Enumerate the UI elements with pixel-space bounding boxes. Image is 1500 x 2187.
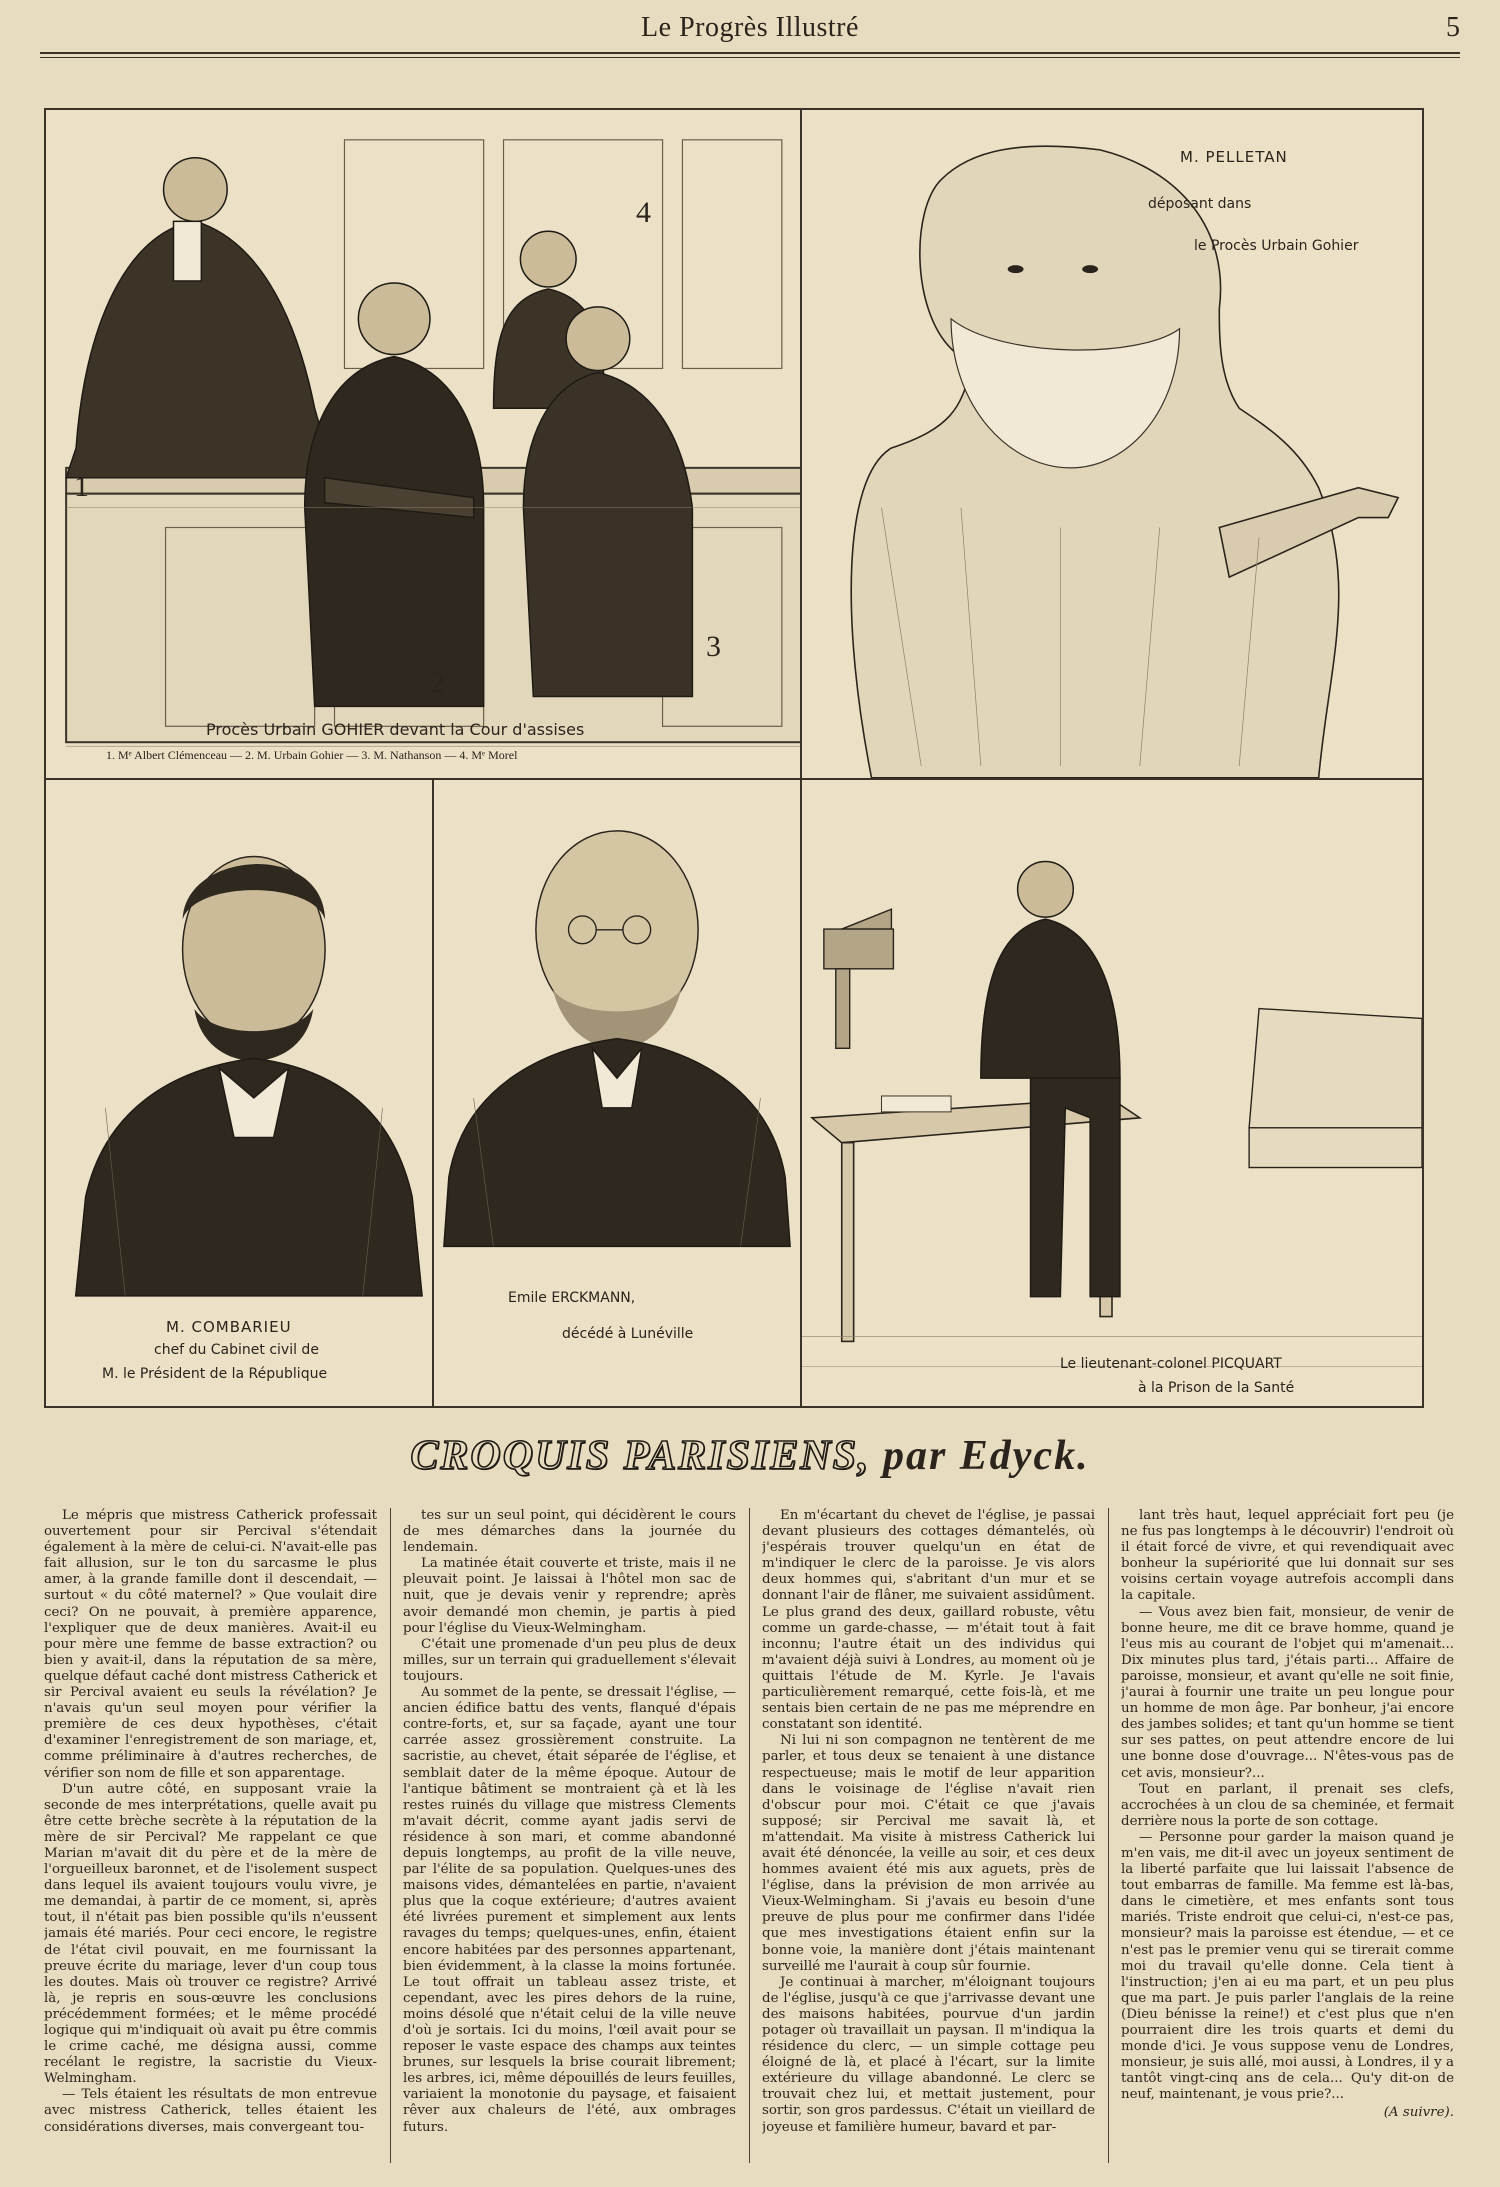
combarieu-line2: chef du Cabinet civil de — [154, 1342, 319, 1358]
paragraph: La matinée était couverte et triste, mais il ne pleuvait point. Je laissai à l'hôtel mon sac de nuit, que je devais venir y reprendre; après avoir demandé mon chemin, je partis à pied pour l'église du Vieux-Welmingham. — [403, 1556, 736, 1636]
picquart-line2: à la Prison de la Santé — [1138, 1380, 1295, 1396]
erckmann-line2: décédé à Lunéville — [562, 1326, 694, 1342]
headline-byline: par Edyck. — [882, 1433, 1090, 1479]
column-divider — [1108, 1508, 1109, 2163]
page-number: 5 — [1446, 12, 1460, 43]
trial-label-4: 4 — [636, 196, 651, 229]
article-columns — [44, 1508, 1456, 2163]
paragraph: En m'écartant du chevet de l'église, je passai devant plusieurs des cottages démantelés, où j'espérais trouver quelqu'un en état de m'indiquer le clerc de la paroisse. Je vis alors deux hommes qui, s'abritant d'un mur et se donnant l'air de flâner, me suivaient assidûment. Le plus grand des deux, gaillard robuste, vêtu comme un garde-chasse, — m'était tout à fait inconnu; l'autre était un des individus qui m'avaient déjà suivi à Londres, au moment où je quittais l'étude de M. Kyrle. Je l'avais particulièrement remarqué, cette fois-là, et me sentais bien certain de ne pas me méprendre en constatant son identité. — [762, 1508, 1095, 1733]
panel-pelletan — [800, 108, 1424, 780]
trial-legend: 1. Mᵉ Albert Clémenceau — 2. M. Urbain Gohier — 3. M. Nathanson — 4. Mᵉ Morel — [106, 748, 518, 762]
paragraph: Tout en parlant, il prenait ses clefs, accrochées à un clou de sa cheminée, et fermait derrière nous la porte de son cottage. — [1121, 1781, 1454, 1829]
panel-erckmann — [432, 778, 802, 1408]
paragraph: lant très haut, lequel appréciait fort peu (je ne fus pas longtemps à le découvrir) l'endroit où il était forcé de vivre, et qui revendiquait avec bonheur la supériorité que lui donnait sur ses voisins certain voyage autrefois accompli dans la capitale. — [1121, 1508, 1454, 1604]
pelletan-line3: le Procès Urbain Gohier — [1194, 238, 1359, 254]
erckmann-name: Emile ERCKMANN, — [508, 1290, 636, 1306]
masthead — [40, 6, 1460, 50]
article-column-1 — [44, 1508, 377, 2163]
paragraph: tes sur un seul point, qui décidèrent le cours de mes démarches dans la journée du lendemain. — [403, 1508, 736, 1556]
trial-label-3: 3 — [706, 630, 721, 663]
paragraph: C'était une promenade d'un peu plus de deux milles, sur un terrain qui graduellement s'élevait toujours. — [403, 1636, 736, 1684]
paragraph: D'un autre côté, en supposant vraie la seconde de mes interprétations, quelle avait pu être cette brèche secrète à la réputation de la mère de sir Percival? Me rappelant ce que Marian m'avait dit du père et de la mère de l'orgueilleux baronnet, et de l'isolement suspect dans lequel ils avaient toujours voulu vivre, je me demandai, à partir de ce moment, si, après tout, il n'était pas bien possible qu'ils n'eussent jamais été mariés. Pour ceci encore, le registre de l'état civil pouvait, en me fournissant la preuve écrite du mariage, lever d'un coup tous les doutes. Mais où trouver ce registre? Arrivé là, je repris en sous-œuvre les conclusions précédemment formées; et le même procédé logique qui m'indiquait où avait pu être commis le crime caché, me désigna aussi, comme recélant le registre, la sacristie du Vieux-Welmingham. — [44, 1781, 377, 2087]
panel-picquart — [800, 778, 1424, 1408]
newspaper-title: Le Progrès Illustré — [641, 12, 859, 43]
trial-label-1: 1 — [74, 470, 89, 503]
paragraph: Je continuai à marcher, m'éloignant toujours de l'église, jusqu'à ce que j'arrivasse devant une des maisons habitées, pourvue d'un jardin potager où travaillait un paysan. Il m'indiqua la résidence du clerc, — un simple cottage peu éloigné de là, et placé à l'écart, sur la limite extérieure du village abandonné. Le clerc se trouvait chez lui, et mettait justement, pour sortir, son gros pardessus. C'était un vieillard de joyeuse et familière humeur, bavard et par- — [762, 1974, 1095, 2135]
pelletan-line2: déposant dans — [1148, 196, 1252, 212]
article-headline — [0, 1432, 1500, 1480]
picquart-engraving — [802, 780, 1422, 1406]
trial-engraving — [46, 110, 800, 778]
paragraph: Au sommet de la pente, se dressait l'église, — ancien édifice battu des vents, flanqué d'épais contre-forts, et, sur sa façade, ayant une tour carrée assez grossièrement construite. La sacristie, au chevet, était séparée de l'église, et semblait dater de la même époque. Autour de l'antique bâtiment se montraient çà et là les restes ruinés du village que mistress Clements m'avait décrit, comme ayant jadis servi de résidence à son mari, et comme abandonné depuis longtemps, au profit de la ville neuve, par l'élite de sa population. Quelques-unes des maisons vides, démantelées en partie, n'avaient plus que la coque extérieure; d'autres avaient été livrées purement et simplement aux lents ravages du temps; quelques-unes, enfin, étaient encore habitées par des personnes appartenant, bien évidemment, à la classe la moins fortunée. Le tout offrait un tableau assez triste, et cependant, avec les pires dehors de la ruine, moins désolé que n'était celui de la ville neuve d'où je sortais. Ici du moins, l'œil avait pour se reposer le vaste espace des champs aux teintes brunes, sur lesquels la brise courait librement; les arbres, ici, même dépouillés de leurs feuilles, variaient la monotonie du paysage, et faisaient rêver aux chaleurs de l'été, aux ombrages futurs. — [403, 1685, 736, 2135]
article-column-3 — [762, 1508, 1095, 2163]
trial-caption: Procès Urbain GOHIER devant la Cour d'assises — [206, 720, 585, 739]
article-column-2 — [403, 1508, 736, 2163]
combarieu-name: M. COMBARIEU — [166, 1318, 292, 1336]
column-divider — [749, 1508, 750, 2163]
paragraph: Ni lui ni son compagnon ne tentèrent de me parler, et tous deux se tenaient à une distance respectueuse; mais le motif de leur apparition dans le voisinage de l'église n'avait rien d'obscur pour moi. C'était ce que j'avais supposé; sir Percival me savait là, et m'attendait. Ma visite à mistress Catherick lui avait été dénoncée, la veille au soir, et ces deux hommes avaient été mis aux aguets, près de l'église, dans la prévision de mon arrivée au Vieux-Welmingham. Si j'avais eu besoin d'une preuve de plus pour me confirmer dans l'idée que mes investigations étaient enfin sur la bonne voie, la manière dont j'étais maintenant surveillé me l'aurait à coup sûr fournie. — [762, 1733, 1095, 1974]
combarieu-line3: M. le Président de la République — [102, 1366, 328, 1382]
erckmann-portrait — [434, 780, 800, 1406]
combarieu-portrait — [46, 780, 432, 1406]
paragraph: — Tels étaient les résultats de mon entrevue avec mistress Catherick, telles étaient les considérations diverses, mais convergeant tou- — [44, 2087, 377, 2135]
header-rule-thin — [40, 57, 1460, 58]
headline-title: CROQUIS PARISIENS, — [410, 1433, 871, 1479]
panel-trial — [44, 108, 802, 780]
panel-combarieu — [44, 778, 434, 1408]
pelletan-engraving — [802, 110, 1422, 778]
trial-label-2: 2 — [430, 666, 445, 699]
pelletan-name: M. PELLETAN — [1180, 148, 1288, 166]
paragraph: Le mépris que mistress Catherick professait ouvertement pour sir Percival s'étendait également à la mère de celui-ci. N'avait-elle pas fait allusion, sur le ton du sarcasme le plus amer, à la grande famille dont il descendait, — surtout « du côté maternel? » Que voulait dire ceci? On ne pouvait, à première apparence, l'expliquer que de deux manières. Avait-il eu pour mère une femme de basse extraction? ou bien y avait-il, dans la réputation de sa mère, quelque défaut caché dont mistress Catherick et sir Percival avaient eu seuls la révélation? Je n'avais qu'un seul moyen pour vérifier la première de ces deux hypothèses, c'était d'examiner l'enregistrement de son mariage, et, comme préliminaire à d'autres recherches, de vérifier son nom de fille et son apparentage. — [44, 1508, 377, 1781]
to-be-continued: (A suivre). — [1383, 2105, 1454, 2121]
paragraph: — Personne pour garder la maison quand je m'en vais, me dit-il avec un joyeux sentiment de la liberté parfaite que lui laissait l'absence de tout embarras de famille. Ma femme est là-bas, dans le cimetière, et mes enfants sont tous mariés. Triste endroit que celui-ci, n'est-ce pas, monsieur? mais la paroisse est étendue, — et ce n'est pas le premier venu qui se tirerait comme moi du travail qu'elle donne. Cela tient à l'instruction; j'en ai eu ma part, et un peu plus que ma part. Je puis parler l'anglais de la reine (Dieu bénisse la reine!) et c'est plus que n'en pourraient dire les trois quarts et demi du monde d'ici. Je vous suppose venu de Londres, monsieur, je suis allé, moi aussi, à Londres, il y a tantôt vingt-cinq ans de cela... Qu'y dit-on de neuf, maintenant, je vous prie?... — [1121, 1829, 1454, 2103]
column-divider — [390, 1508, 391, 2163]
paragraph: — Vous avez bien fait, monsieur, de venir de bonne heure, me dit ce brave homme, quand je l'eus mis au courant de l'objet qui m'amenait... Dix minutes plus tard, j'étais parti... Affaire de paroisse, monsieur, et avant qu'elle ne soit finie, j'aurai à fournir une traite un peu longue pour un homme de mon âge. Par bonheur, j'ai encore des jambes solides; et tant qu'un homme se tient sur ses pattes, on peut attendre encore de lui une bonne dose d'ouvrage... N'êtes-vous pas de cet avis, monsieur?... — [1121, 1604, 1454, 1781]
picquart-line1: Le lieutenant-colonel PICQUART — [1060, 1356, 1282, 1372]
header-rule — [40, 52, 1460, 54]
article-column-4 — [1121, 1508, 1454, 2163]
